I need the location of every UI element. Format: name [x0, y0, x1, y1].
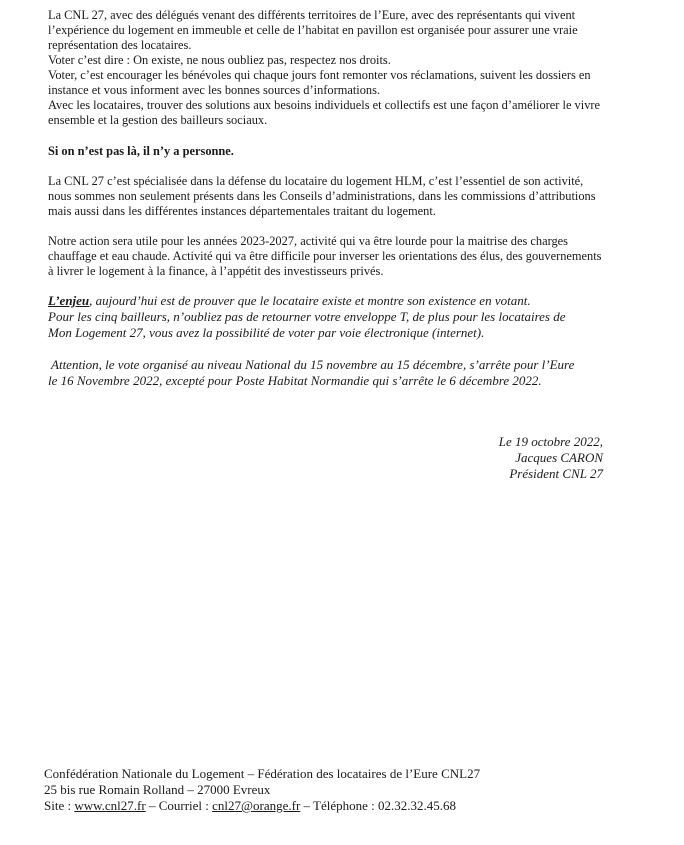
enjeu-text: , aujourd’hui est de prouver que le locataire existe et montre son existence en votant. [89, 293, 531, 308]
intro-line: représentation des locataires. [48, 38, 192, 52]
specialisation-paragraph [48, 174, 603, 219]
letter-body [48, 8, 603, 389]
specialisation-line: nous sommes non seulement présents dans les Conseils d’administrations, dans les commissions d’attributions [48, 189, 596, 203]
vote-line: le 16 Novembre 2022, excepté pour Poste Habitat Normandie qui s’arrête le 6 décembre 2022. [48, 373, 542, 388]
bold-statement: Si on n’est pas là, il n’y a personne. [48, 144, 234, 158]
action-paragraph [48, 234, 603, 279]
mail-label: – Courriel : [145, 798, 213, 813]
intro-line: Avec les locataires, trouver des solutions aux besoins individuels et collectifs est une façon d’améliorer le vivre [48, 98, 601, 112]
site-label: Site : [44, 798, 75, 813]
intro-line: Voter, c’est encourager les bénévoles qui chaque jours font remonter vos réclamations, suivent les dossiers en [48, 68, 591, 82]
site-link[interactable]: www.cnl27.fr [74, 798, 146, 813]
intro-paragraph [48, 8, 603, 128]
footer-address: 25 bis rue Romain Rolland – 27000 Evreux [44, 782, 271, 797]
enjeu-first-line [48, 293, 603, 309]
vote-line: Attention, le vote organisé au niveau National du 15 novembre au 15 décembre, s’arrête pour l’Eure [48, 357, 575, 372]
signature-role: Président CNL 27 [509, 466, 603, 481]
email-link[interactable]: cnl27@orange.fr [212, 798, 301, 813]
enjeu-paragraph [48, 293, 603, 341]
action-line: Notre action sera utile pour les années 2023-2027, activité qui va être lourde pour la maitrise des charges [48, 234, 569, 248]
footer-organisation: Confédération Nationale du Logement – Fédération des locataires de l’Eure CNL27 [44, 766, 481, 781]
specialisation-line: mais aussi dans les différentes instances départementales traitant du logement. [48, 204, 436, 218]
signature-block [499, 434, 603, 482]
phone-text: – Téléphone : 02.32.32.45.68 [300, 798, 457, 813]
intro-line: Voter c’est dire : On existe, ne nous oubliez pas, respectez nos droits. [48, 53, 391, 67]
intro-line: La CNL 27, avec des délégués venant des différents territoires de l’Eure, avec des représentants qui vivent [48, 8, 576, 22]
specialisation-line: La CNL 27 c’est spécialisée dans la défense du locataire du logement HLM, c’est l’essentiel de son activité, [48, 174, 584, 188]
action-line: chauffage et eau chaude. Activité qui va être difficile pour inverser les orientations des élus, des gouvernements [48, 249, 602, 263]
vote-paragraph [48, 357, 603, 389]
enjeu-line: Mon Logement 27, vous avez la possibilité de voter par voie électronique (internet). [48, 325, 485, 340]
signature-date: Le 19 octobre 2022, [498, 434, 603, 449]
signature-name: Jacques CARON [515, 450, 603, 465]
intro-line: l’expérience du logement en immeuble et celle de l’habitat en pavillon est organisée pour assurer une vraie [48, 23, 578, 37]
enjeu-line: Pour les cinq bailleurs, n’oubliez pas de retourner votre enveloppe T, de plus pour les locataires de [48, 309, 566, 324]
footer-contact [44, 798, 480, 814]
footer [44, 766, 480, 814]
enjeu-keyword: L’enjeu [48, 293, 90, 308]
action-line: à livrer le logement à la finance, à l’appétit des investisseurs privés. [48, 264, 384, 278]
intro-line: instance et vous informent avec les bonnes sources d’informations. [48, 83, 381, 97]
intro-line: ensemble et la gestion des bailleurs sociaux. [48, 113, 268, 127]
